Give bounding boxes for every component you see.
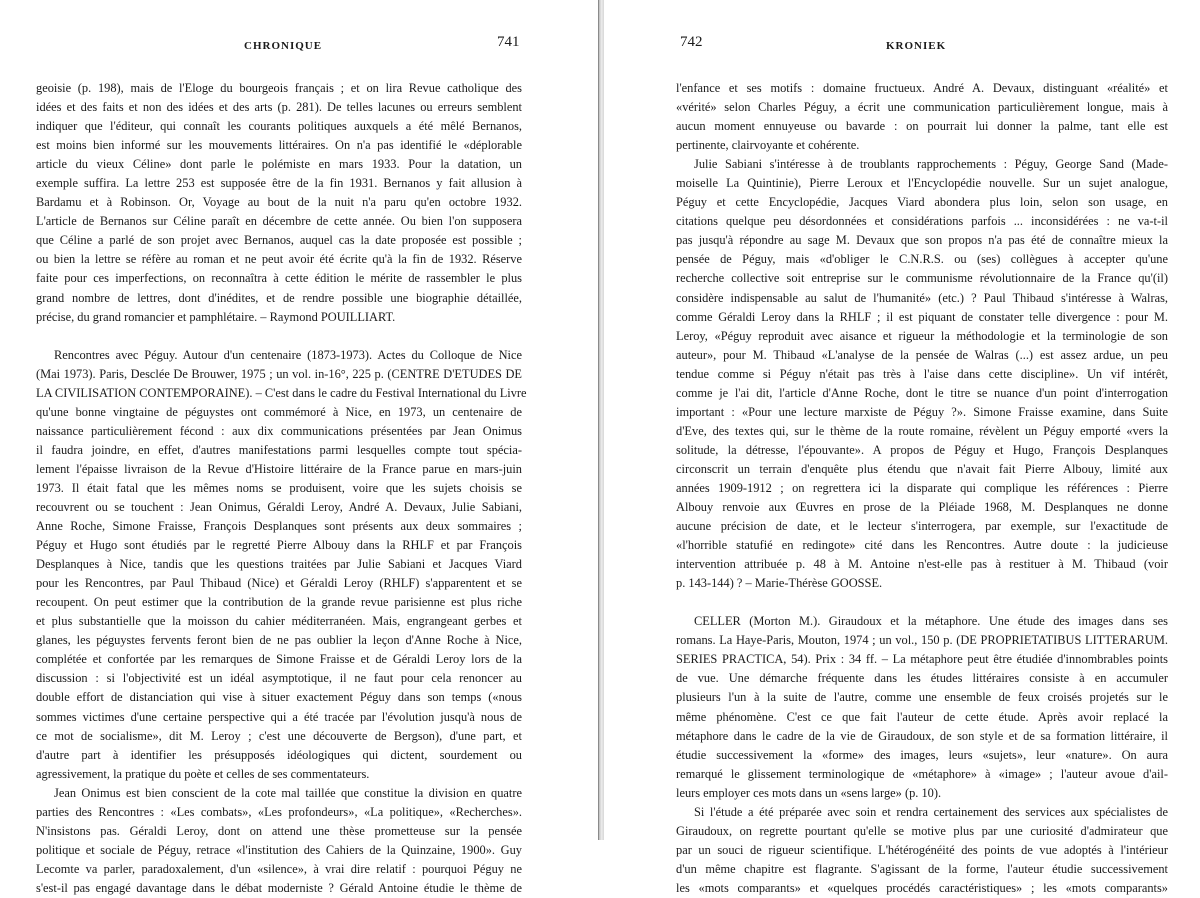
text-line: double effort de distanciation qui vise à situer exactement Péguy dans son temps («nous [36,690,522,705]
text-line: faite pour ces imperfections, on reconnaîtra à cette édition le mérite de rassembler le plus [36,271,522,286]
text-line: SERIES PRACTICA, 54). Prix : 34 ff. – La métaphore peut être étudiée d'innombrables points [676,652,1168,667]
text-line: «vérité» selon Charles Péguy, a écrit une communication particulièrement longue, mais à [676,100,1168,115]
text-line: qu'une bonne vingtaine de péguystes ont commémoré à Nice, en 1973, un centenaire de [36,404,522,419]
text-line: pour les Rencontres, par Paul Thibaud (Nice) et Géraldi Leroy (RHLF) s'apparentent et se [36,576,522,591]
page-number: 741 [497,34,520,50]
text-line: s'est-il pas engagé davantage dans le débat moderniste ? Gérald Antoine étudie le thème de [36,880,522,895]
text-line: comme Géraldi Leroy dans la RHLF ; il est piquant de constater telle divergence : pour M. [676,309,1168,324]
text-line: plusieurs l'un à la suite de l'autre, comme une ensemble de feux croisés projetés sur le [676,690,1168,705]
text-line: Giraudoux, on regrette pourtant qu'elle se motive plus par une curiosité d'admirateur que [676,823,1168,838]
text-line: leurs employer ces mots dans un «sens large» (p. 10). [676,785,942,800]
text-line: parties des Rencontres : «Les combats», «Les profondeurs», «La politique», «Recherches». [36,804,522,819]
text-line: Albouy renvoie aux Œuvres en prose de la Pléiade 1968, M. Desplanques ne donne [676,500,1168,515]
text-line: années 1909-1912 ; on regrettera ici la disparate qui complique les références : Pierre [676,480,1168,495]
text-line: Rencontres avec Péguy. Autour d'un centenaire (1873-1973). Actes du Colloque de Nice [54,347,522,362]
text-line: par un souci de rigueur scientifique. L'hétérogénéité des points de vue adoptés à l'intérieur [676,842,1168,857]
text-line: moiselle La Quintinie), Pierre Leroux et l'Encyclopédie nouvelle. Sur un sujet analogue, [676,176,1168,191]
text-line: tendue comme si Péguy n'était pas très à l'aise dans cette discipline». Un vif intérêt, [676,366,1168,381]
text-line: même phénomène. C'est ce que fait l'auteur de cette étude. Après avoir replacé la [676,709,1168,724]
running-title: CHRONIQUE [244,40,323,52]
text-line: sommes victimes d'une certaine perspective qui a été tracée par l'évolution jusqu'à nous de [36,709,522,724]
text-line: est moins bien informé sur les mouvements littéraires. On n'a pas identifié le «déplorable [36,138,522,153]
text-line: (Mai 1973). Paris, Desclée De Brouwer, 1975 ; un vol. in-16°, 225 p. (CENTRE D'ETUDES DE [36,366,522,381]
text-line: grand nombre de lettres, dont d'inédites, et de rendre possible une biographie détaillée, [36,290,522,305]
text-line: l'enfance et ses motifs : domaine fructueux. André A. Devaux, distinguant «réalité» et [676,81,1168,95]
text-line: indiquer que l'éditeur, qui connaît les courants politiques auxquels a été mêlé Bernanos, [36,119,522,134]
text-line: L'article de Bernanos sur Céline paraît en décembre de cette année. Ou bien l'on supposera [36,214,522,229]
text-line: précise, du grand romancier et pamphlétaire. – Raymond POUILLIART. [36,309,396,324]
text-line: Julie Sabiani s'intéresse à de troublants rapprochements : Péguy, George Sand (Made- [694,157,1168,172]
text-line: Desplanques à Nice, tandis que les questions traitées par Julie Sabiani et Jacques Viard [36,557,522,572]
text-line: ce mot de socialisme», dit M. Leroy ; c'est une découverte de Bergson), d'une part, et [36,728,522,743]
text-line: métaphore dans le cadre de la vie de Giraudoux, de son style et de sa formation littéraire, il [676,728,1168,743]
text-line: naissance particulièrement fécond : aux dix communications présentées par Jean Onimus [36,423,522,438]
text-line: Péguy et Hugo sont étudiés par le regretté Pierre Albouy dans la RHLF et par François [36,538,522,553]
text-line: ou bien la lettre se réfère au roman et ne peut avoir été écrite qu'à la fin de 1932. Réserve [36,252,522,267]
text-line: recouvrent ou se touchent : Jean Onimus, Géraldi Leroy, André A. Devaux, Julie Sabiani, [36,499,522,514]
left-page [0,0,598,895]
text-line: intervention attribuée p. 48 à M. Antoine n'est-elle pas à restituer à M. Thibaud (voir [676,557,1168,572]
text-line: glanes, les péguystes fervents feront bien de ne pas oublier la leçon d'Anne Roche à Nice, [36,633,522,648]
text-line: important : «Pour une lecture marxiste de Péguy ?». Simone Fraisse examine, dans Suite [676,404,1168,419]
text-line: solitude, la détresse, l'épouvante». A propos de Péguy et Hugo, François Desplanques [676,442,1168,457]
text-line: Leroy, «Péguy reproduit avec aisance et rigueur la méthodologie et la terminologie de son [676,328,1168,343]
page-number: 742 [680,34,703,50]
right-page [604,0,1200,895]
text-line: «l'horrible statufié en redingote» cité dans les Rencontres. Autre doute : la judicieuse [676,538,1168,553]
text-line: N'insistons pas. Géraldi Leroy, dont on attend une thèse prometteuse sur la pensée [36,823,522,838]
text-line: Anne Roche, Simone Fraisse, François Desplanques sont présents aux deux sommaires ; [36,519,522,534]
text-line: complétée et confortée par les remarques de Simone Fraisse et de Géraldi Leroy lors de la [36,652,522,667]
text-line: aucun moment ennuyeuse ou bavarde : on pourrait lui donner la palme, tant elle est [676,119,1168,134]
text-line: CELLER (Morton M.). Giraudoux et la métaphore. Une étude des images dans ses [694,614,1168,629]
text-line: Bardamu et à Robinson. Or, Voyage au bout de la nuit n'a paru qu'en octobre 1932. [36,195,522,210]
text-line: considère indispensable au salut de l'humanité» (etc.) ? Paul Thibaud s'intéresse à Walras, [676,290,1168,305]
text-line: 1973. Il était fatal que les mêmes noms se produisent, voire que les sujets choisis se [36,480,522,495]
text-line: recherche collective soit entreprise sur le communisme révolutionnaire de la France qu'(il) [676,271,1168,286]
text-line: LA CIVILISATION CONTEMPORAINE). – C'est dans le cadre du Festival International du Livre [36,385,527,400]
text-line: citations quelque peu désordonnées et considérations parfois ... inconsidérées : ne va-t-il [676,214,1168,229]
text-line: les «mots comparants» et «quelques procédés caractéristiques» ; les «mots comparants» [676,880,1168,895]
text-line: pertinente, clairvoyante et cohérente. [676,138,860,153]
text-line: remarqué le glissement terminologique de «métaphore» à «image» ; l'auteur avoue d'ail- [676,766,1168,781]
text-line: Si l'étude a été préparée avec soin et rendra certainement des services aux spécialistes de [694,804,1168,819]
text-line: d'Eve, des textes qui, sur le thème de la route romaine, révèlent un Péguy emporté «vers la [676,423,1168,438]
text-line: d'un même chapitre est flagrante. S'agissant de la forme, l'auteur étudie successivement [676,861,1168,876]
text-line: auteur», pour M. Thibaud «L'analyse de la pensée de Walras (...) est assez ardue, un peu [676,347,1168,362]
page-body [676,79,1168,898]
text-line: aucune précision de date, et le lecteur s'interrogera, par exemple, sur l'exactitude de [676,519,1168,534]
running-title: KRONIEK [886,40,947,52]
text-line: Jean Onimus est bien conscient de la cote mal taillée que constitue la division en quatre [54,785,522,800]
page-body [36,79,527,898]
text-line: il faudra joindre, en effet, d'autres manifestations parmi lesquelles compte tout spécia- [36,442,522,457]
text-line: pensée de Péguy, mais «d'obliger le C.N.R.S. ou (ses) collègues à accepter qu'une [676,252,1168,267]
text-line: pas jusqu'à répondre au sage M. Devaux que son propos n'a pas été de connaître mieux la [676,233,1168,248]
paragraph-gap [36,327,522,346]
text-line: étudie successivement la «forme» des images, leurs «sujets», leur «nature». On aura [676,747,1168,762]
text-line: agressivement, la pratique du poète et celles de ses commentateurs. [36,766,370,781]
text-line: discussion : si l'objectivité est un idéal asymptotique, il ne faut pour cela renoncer au [36,671,522,686]
text-line: p. 143-144) ? – Marie-Thérèse GOOSSE. [676,576,883,591]
text-line: circonscrit un terrain d'enquête plus étendu que n'avait fait Pierre Albouy, limité aux [676,461,1168,476]
text-line: Péguy et cette Encyclopédie, Jacques Viard abondera plus loin, selon son usage, en [676,195,1168,210]
text-line: et plus substantielle que la moisson du cahier méditerranéen. Mais, engrangeant gerbes et [36,614,522,629]
paragraph-gap [676,593,1168,612]
text-line: politique et sociale de Péguy, retrace «l'institution des Cahiers de la Quinzaine, 1900». Guy [36,842,522,857]
text-line: recoupent. On peut estimer que la contribution de la grande revue parisienne est plus riche [36,595,522,610]
text-line: idées et des faits et non des idées et des arts (p. 281). De telles lacunes ou erreurs semblent [36,100,522,115]
text-line: exemple suffira. La lettre 253 est supposée être de la fin 1931. Bernanos y fait allusion à [36,176,522,191]
text-line: comme je l'ai dit, l'article d'Anne Roche, dont le titre se nuance d'un point d'interrogation [676,385,1168,400]
text-line: d'autre part à identifier les présupposés idéologiques qui dictent, sourdement ou [36,747,522,762]
text-line: lement l'épaisse livraison de la Revue d'Histoire littéraire de la France parue en mars-juin [36,461,522,476]
text-line: article du vieux Céline» dont parle le polémiste en mars 1933. Pour la datation, un [36,157,522,172]
text-line: de vue. Une démarche fréquente dans les études littéraires consiste à en accumuler [676,671,1168,686]
text-line: romans. La Haye-Paris, Mouton, 1974 ; un vol., 150 p. (DE PROPRIETATIBUS LITTERARUM. [676,633,1168,648]
text-line: geoisie (p. 198), mais de l'Eloge du bourgeois français ; et on lira Revue catholique des [36,81,522,95]
text-line: que Céline a parlé de son projet avec Bernanos, auquel cas la date proposée est possible ; [36,233,522,248]
text-line: Lecomte va parler, paradoxalement, d'un «silence», à vrai dire relatif : pourquoi Péguy ne [36,861,522,876]
